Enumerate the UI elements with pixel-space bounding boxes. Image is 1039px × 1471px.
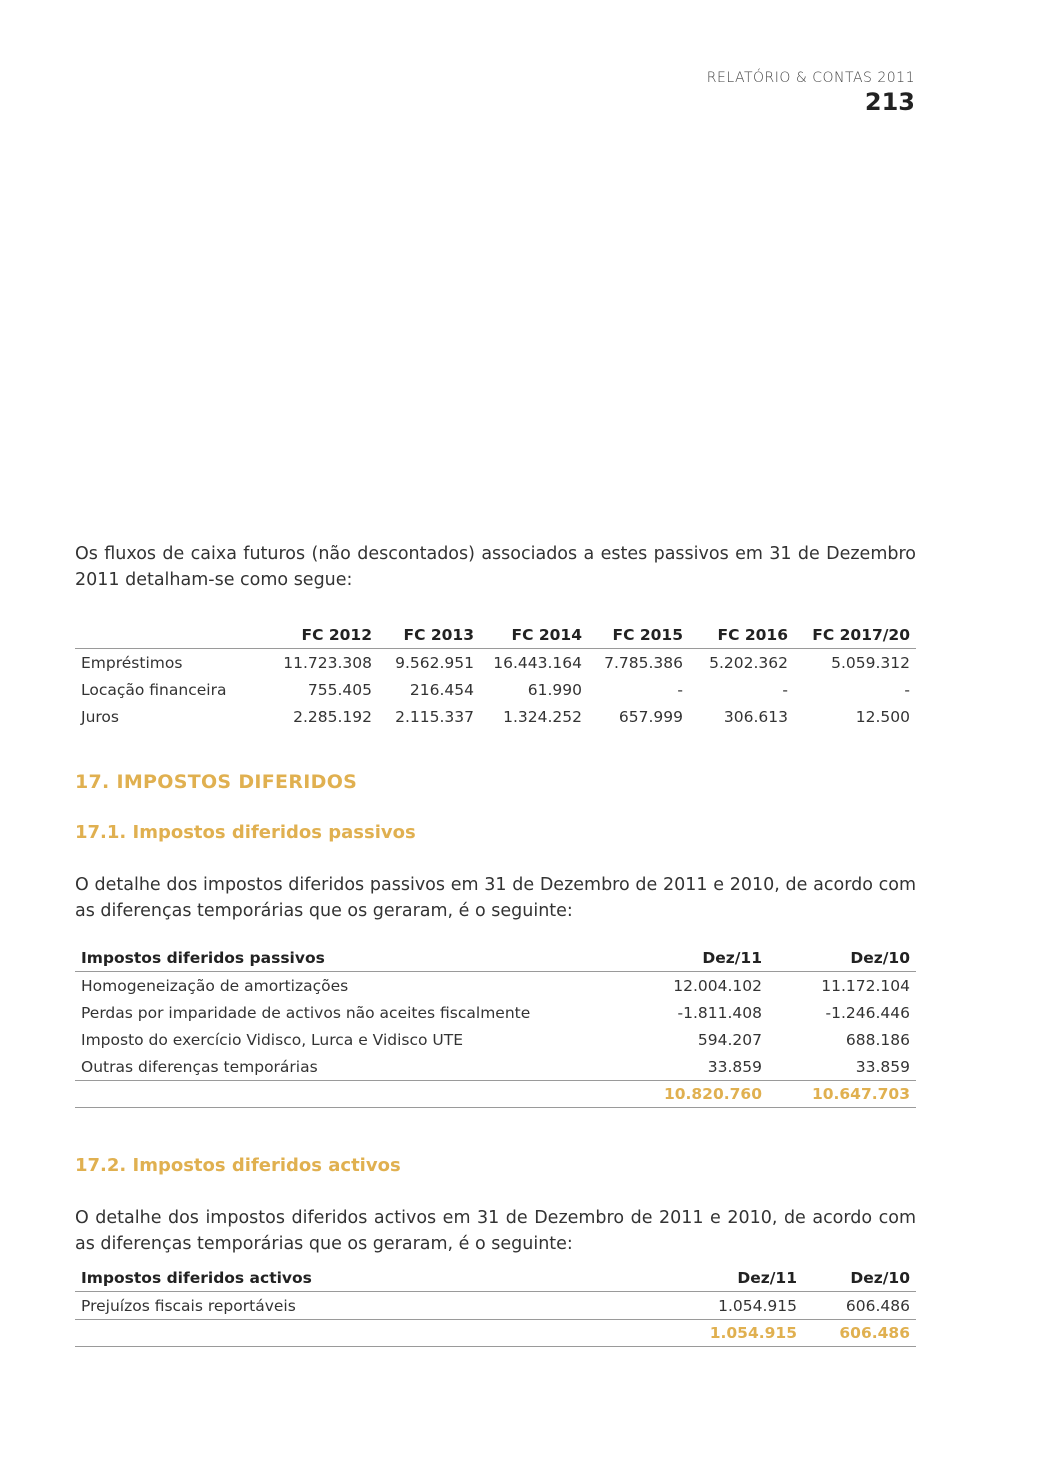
table-cell: 11.723.308: [283, 653, 372, 672]
table-cell: 657.999: [618, 707, 683, 726]
table-cell: 1.324.252: [503, 707, 582, 726]
table-cell: 5.202.362: [709, 653, 788, 672]
row-label: Prejuízos fiscais reportáveis: [81, 1296, 296, 1315]
section-heading: 17. IMPOSTOS DIFERIDOS: [75, 771, 358, 793]
report-title: RELATÓRIO & CONTAS 2011: [706, 70, 915, 86]
column-header: FC 2017/20: [794, 622, 916, 649]
table-cell: 688.186: [845, 1030, 910, 1049]
table-row: [75, 999, 916, 1026]
table-cell: 16.443.164: [493, 653, 582, 672]
cashflow-table-block: [75, 622, 916, 730]
column-header: Dez/10: [803, 1265, 916, 1292]
table-row: [75, 1292, 916, 1320]
table-row: [75, 676, 916, 703]
table-cell: 33.859: [707, 1057, 762, 1076]
row-label: Homogeneização de amortizações: [81, 976, 349, 995]
row-label: Juros: [81, 707, 119, 726]
total-label: [75, 1320, 685, 1347]
intro-block: [75, 541, 916, 593]
section-17-1: [75, 822, 916, 843]
subsection-heading: 17.1. Impostos diferidos passivos: [75, 822, 416, 843]
intro-paragraph: Os fluxos de caixa futuros (não descontados) associados a estes passivos em 31 de Dezembro 2011 detalham-se como segue:: [75, 544, 916, 590]
total-cell: 10.647.703: [768, 1081, 916, 1108]
table-cell: 2.285.192: [293, 707, 372, 726]
deferred-liabilities-table: [75, 945, 916, 1108]
total-cell: 1.054.915: [685, 1320, 803, 1347]
table-cell: 755.405: [307, 680, 372, 699]
table-cell: -1.246.446: [825, 1003, 910, 1022]
table-cell: 5.059.312: [831, 653, 910, 672]
column-header: FC 2016: [689, 622, 794, 649]
table-total-row: [75, 1081, 916, 1108]
section-17-1-paragraph: O detalhe dos impostos diferidos passivos em 31 de Dezembro de 2011 e 2010, de acordo com as diferenças temporárias que os geraram, é o seguinte:: [75, 875, 916, 921]
cashflow-table: [75, 622, 916, 730]
row-label: Perdas por imparidade de activos não aceites fiscalmente: [81, 1003, 531, 1022]
table-cell: 7.785.386: [604, 653, 683, 672]
table-header-row: [75, 622, 916, 649]
section-17-2: [75, 1155, 916, 1176]
column-header: Impostos diferidos activos: [75, 1265, 685, 1292]
deferred-assets-table: [75, 1265, 916, 1347]
table-header-row: [75, 1265, 916, 1292]
table-cell: 216.454: [409, 680, 474, 699]
page-number: 213: [864, 88, 915, 116]
table-cell: 606.486: [845, 1296, 910, 1315]
table-cell: -: [677, 680, 683, 699]
column-header: Impostos diferidos passivos: [75, 945, 620, 972]
table-cell: 12.500: [855, 707, 910, 726]
table-cell: 11.172.104: [821, 976, 910, 995]
table-cell: 9.562.951: [395, 653, 474, 672]
column-header: FC 2014: [480, 622, 588, 649]
table-cell: -: [782, 680, 788, 699]
deferred-assets-table-block: [75, 1265, 916, 1347]
total-cell: 10.820.760: [620, 1081, 768, 1108]
table-cell: 594.207: [697, 1030, 762, 1049]
page-header: [707, 70, 915, 116]
table-header-row: [75, 945, 916, 972]
section-17-2-text-block: [75, 1205, 916, 1257]
section-17-1-text-block: [75, 872, 916, 924]
deferred-liabilities-table-block: [75, 945, 916, 1108]
table-total-row: [75, 1320, 916, 1347]
table-cell: -: [904, 680, 910, 699]
table-cell: 1.054.915: [718, 1296, 797, 1315]
section-17: [75, 771, 916, 793]
column-header: FC 2015: [588, 622, 689, 649]
row-label: Empréstimos: [81, 653, 183, 672]
column-header: FC 2013: [378, 622, 480, 649]
table-cell: -1.811.408: [677, 1003, 762, 1022]
column-header: Dez/10: [768, 945, 916, 972]
column-header: Dez/11: [620, 945, 768, 972]
table-cell: 2.115.337: [395, 707, 474, 726]
row-label: Locação financeira: [81, 680, 227, 699]
table-row: [75, 703, 916, 730]
table-cell: 306.613: [723, 707, 788, 726]
row-label: Outras diferenças temporárias: [81, 1057, 318, 1076]
total-cell: 606.486: [803, 1320, 916, 1347]
section-17-2-paragraph: O detalhe dos impostos diferidos activos em 31 de Dezembro de 2011 e 2010, de acordo com as diferenças temporárias que os geraram, é o seguinte:: [75, 1208, 916, 1254]
table-row: [75, 1026, 916, 1053]
total-label: [75, 1081, 620, 1108]
table-cell: 33.859: [855, 1057, 910, 1076]
table-cell: 61.990: [527, 680, 582, 699]
table-cell: 12.004.102: [673, 976, 762, 995]
column-header: FC 2012: [275, 622, 378, 649]
column-header: Dez/11: [685, 1265, 803, 1292]
table-row: [75, 649, 916, 677]
row-label: Imposto do exercício Vidisco, Lurca e Vidisco UTE: [81, 1030, 464, 1049]
table-row: [75, 1053, 916, 1081]
table-row: [75, 972, 916, 1000]
subsection-heading: 17.2. Impostos diferidos activos: [75, 1155, 401, 1176]
column-header: [75, 622, 275, 649]
